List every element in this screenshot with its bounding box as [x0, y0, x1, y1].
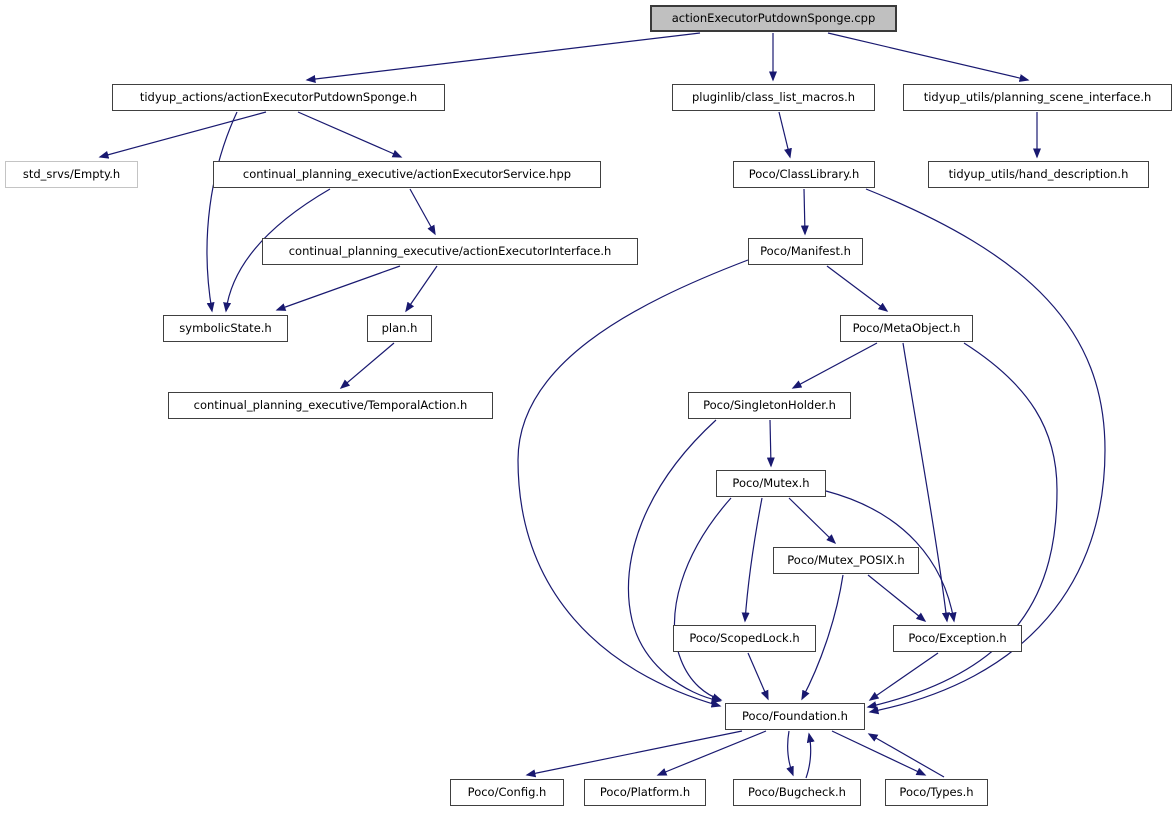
edge-mutex-posix-to-exception: [868, 575, 925, 621]
edge-manifest-to-meta-object: [827, 266, 887, 311]
edge-tidyup-header-to-action-executor-service: [298, 112, 401, 157]
edge-exception-to-foundation: [870, 653, 938, 700]
edge-singleton-holder-to-foundation: [628, 420, 720, 701]
edge-class-library-to-manifest: [804, 189, 805, 234]
node-root: actionExecutorPutdownSponge.cpp: [650, 5, 897, 32]
edge-mutex-to-foundation: [674, 498, 731, 700]
node-singleton-holder[interactable]: Poco/SingletonHolder.h: [688, 392, 851, 419]
node-action-executor-interface[interactable]: continual_planning_executive/actionExecutorInterface.h: [262, 238, 638, 265]
node-planning-scene-interface[interactable]: tidyup_utils/planning_scene_interface.h: [903, 84, 1172, 111]
edge-action-executor-interface-to-symbolic-state: [277, 266, 400, 310]
node-foundation[interactable]: Poco/Foundation.h: [725, 703, 865, 730]
edge-mutex-to-scoped-lock: [745, 498, 762, 621]
edge-action-executor-interface-to-plan: [406, 266, 437, 311]
node-scoped-lock[interactable]: Poco/ScopedLock.h: [673, 625, 816, 652]
node-class-library[interactable]: Poco/ClassLibrary.h: [733, 161, 875, 188]
node-meta-object[interactable]: Poco/MetaObject.h: [840, 315, 973, 342]
edge-mutex-to-mutex-posix: [789, 498, 835, 543]
node-action-executor-service[interactable]: continual_planning_executive/actionExecutorService.hpp: [213, 161, 601, 188]
node-hand-description[interactable]: tidyup_utils/hand_description.h: [928, 161, 1149, 188]
node-plan[interactable]: plan.h: [367, 315, 432, 342]
node-platform[interactable]: Poco/Platform.h: [584, 779, 706, 806]
edge-bugcheck-to-foundation: [806, 734, 811, 778]
node-exception[interactable]: Poco/Exception.h: [893, 625, 1022, 652]
edge-singleton-holder-to-mutex: [770, 420, 771, 466]
edge-foundation-to-bugcheck: [788, 731, 793, 775]
node-bugcheck[interactable]: Poco/Bugcheck.h: [733, 779, 861, 806]
node-symbolic-state[interactable]: symbolicState.h: [163, 315, 288, 342]
edge-class-list-macros-to-class-library: [779, 112, 790, 157]
edge-meta-object-to-foundation: [868, 343, 1057, 707]
node-class-list-macros[interactable]: pluginlib/class_list_macros.h: [672, 84, 875, 111]
node-config[interactable]: Poco/Config.h: [450, 779, 564, 806]
edge-root-to-planning-scene-interface: [828, 33, 1028, 80]
node-types[interactable]: Poco/Types.h: [885, 779, 988, 806]
edge-foundation-to-config: [527, 731, 742, 775]
edge-foundation-to-types: [832, 731, 925, 775]
edge-tidyup-header-to-symbolic-state: [207, 112, 237, 311]
edge-types-to-foundation: [869, 734, 944, 777]
node-mutex[interactable]: Poco/Mutex.h: [716, 470, 826, 497]
edge-meta-object-to-singleton-holder: [793, 343, 877, 388]
edge-plan-to-temporal-action: [341, 343, 394, 388]
node-temporal-action[interactable]: continual_planning_executive/TemporalAction.h: [168, 392, 493, 419]
node-tidyup-header[interactable]: tidyup_actions/actionExecutorPutdownSponge.h: [112, 84, 445, 111]
node-mutex-posix[interactable]: Poco/Mutex_POSIX.h: [773, 547, 919, 574]
node-std-srvs-empty: std_srvs/Empty.h: [5, 161, 138, 188]
edge-tidyup-header-to-std-srvs-empty: [100, 112, 266, 157]
edge-scoped-lock-to-foundation: [748, 653, 768, 699]
edge-action-executor-service-to-action-executor-interface: [410, 189, 435, 234]
edge-root-to-tidyup-header: [307, 33, 700, 80]
edge-meta-object-to-exception: [903, 343, 947, 621]
node-manifest[interactable]: Poco/Manifest.h: [748, 238, 863, 265]
